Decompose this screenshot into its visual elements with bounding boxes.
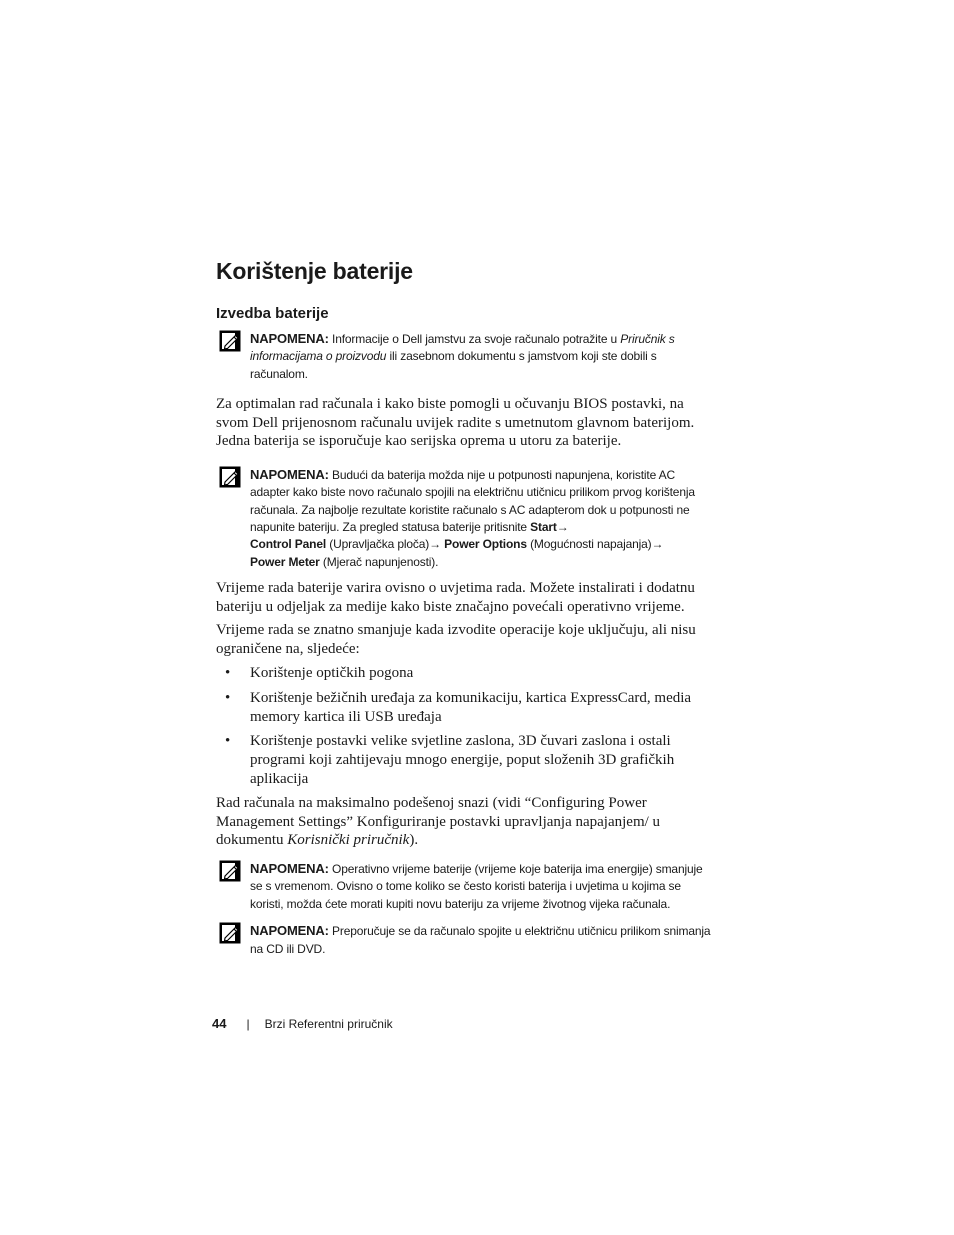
note-label: NAPOMENA:: [250, 860, 329, 876]
note-text: Operativno vrijeme baterije (vrijeme koje baterija ima energije) smanjuje se s vremenom. Ovisno o tome koliko se često koristi baterija i uvjetima u kojima se koristi, možda ćete morati kupiti novu bateriju za vrijeme životnog vijeka računala.: [250, 861, 703, 911]
note-cd-dvd: [216, 922, 714, 958]
note-warranty: [216, 330, 714, 383]
arrow-icon: →: [429, 537, 441, 552]
bullet-list: [216, 664, 714, 788]
note-italic-ref: Priručnik s informacijama o proizvodu: [250, 332, 675, 364]
note-pencil-icon: [219, 466, 241, 488]
arrow-icon: →: [556, 519, 569, 534]
footer-separator: |: [246, 1017, 250, 1031]
menu-path-power-meter: Power Meter: [250, 554, 320, 569]
bullet-icon: •: [225, 689, 231, 706]
bullet-icon: •: [225, 665, 231, 682]
note-text: Preporučuje se da računalo spojite u električnu utičnicu prilikom snimanja na CD ili DVD.: [250, 924, 711, 956]
paragraph-max-power: Rad računala na maksimalno podešenoj snazi (vidi “Configuring Power Management Settings” Konfiguriranje postavki upravljanja napajanjem/ u dokumentu Korisnički priručnik).: [216, 795, 661, 849]
page-number: 44: [212, 1016, 227, 1031]
note-battery-lifetime: [216, 860, 714, 913]
paragraph-runtime-reduction: Vrijeme rada se znatno smanjuje kada izvodite operacije koje uključuju, ali nisu ograničene na, sljedeće:: [216, 622, 696, 657]
list-item: • Korištenje bežičnih uređaja za komunikaciju, kartica ExpressCard, media memory kartica ili USB uređaja: [225, 689, 692, 725]
bullet-icon: •: [225, 733, 231, 750]
note-text: (Mogućnosti napajanja): [526, 537, 652, 552]
list-item: • Korištenje postavki velike svjetline zaslona, 3D čuvari zaslona i ostali programi koji zahtijevaju mnogo energije, poput složenih 3D grafičkih aplikacija: [225, 733, 675, 787]
note-pencil-icon: [219, 860, 241, 882]
paragraph-main-battery: Za optimalan rad računala i kako biste pomogli u očuvanju BIOS postavki, na svom Dell prijenosnom računalu uvijek radite s umetnutom glavnom baterijom. Jedna baterija se isporučuje kao serijska oprema u utoru za baterije.: [216, 396, 695, 450]
note-pencil-icon: [219, 922, 241, 944]
footer-title: Brzi Referentni priručnik: [264, 1017, 393, 1031]
menu-path-power-options: Power Options: [444, 537, 527, 552]
note-text: (Mjerač napunjenosti).: [319, 554, 439, 569]
list-item: • Korištenje optičkih pogona: [225, 665, 414, 682]
page-content: [216, 254, 714, 958]
note-text: Budući da baterija možda nije u potpunosti napunjena, koristite AC adapter kako biste novo računalo spojili na električnu utičnicu prilikom prvog korištenja računala. Za najbolje rezultate koristite računalo s AC adapterom dok u potpunosti ne napunite bateriju. Za pregled statusa baterije pritisnite: [250, 467, 695, 534]
note-label: NAPOMENA:: [250, 923, 329, 939]
arrow-icon: →: [651, 537, 664, 552]
section-heading: Izvedba baterije: [216, 305, 329, 322]
menu-path-start: Start: [530, 519, 557, 534]
note-label: NAPOMENA:: [250, 331, 329, 346]
note-text: Informacije o Dell jamstvu za svoje računalo potražite u: [328, 332, 621, 346]
note-text: ili zasebnom dokumentu s jamstvom koji ste dobili s računalom.: [250, 349, 657, 381]
note-text: (Upravljačka ploča): [326, 537, 430, 552]
italic-ref-user-guide: Korisnički priručnik: [287, 832, 410, 849]
menu-path-control-panel: Control Panel: [250, 537, 327, 552]
paragraph-battery-runtime: Vrijeme rada baterije varira ovisno o uvjetima rada. Možete instalirati i dodatnu bateriju u odjeljak za medije kako biste značajno povećali operativno vrijeme.: [216, 580, 695, 615]
note-label: NAPOMENA:: [250, 466, 329, 482]
note-ac-adapter: [216, 466, 714, 571]
page-heading: Korištenje baterije: [216, 258, 413, 284]
page-footer: [212, 1015, 393, 1033]
note-pencil-icon: [219, 330, 241, 352]
